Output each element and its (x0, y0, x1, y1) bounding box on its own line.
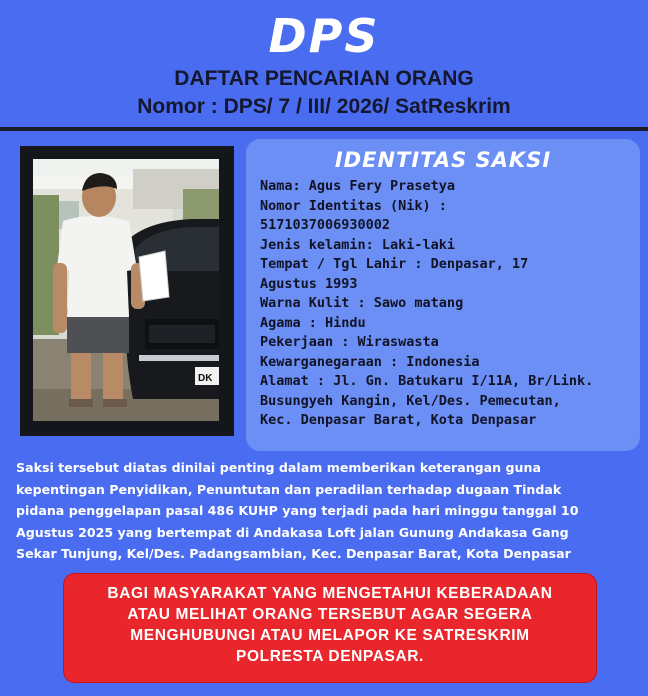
statement-line: Sekar Tunjung, Kel/Des. Padangsambian, Kec. Denpasar Barat, Kota Denpasar (16, 546, 571, 561)
field-birth: Tempat / Tgl Lahir : Denpasar, 17 (260, 256, 529, 272)
field-address-cont-2: Kec. Denpasar Barat, Kota Denpasar (260, 412, 537, 428)
statement-line: kepentingan Penyidikan, Penuntutan dan peradilan terhadap dugaan Tindak (16, 481, 562, 497)
witness-photo-illustration (33, 159, 219, 421)
document-number: Nomor : DPS/ 7 / III/ 2026/ SatReskrim (137, 95, 511, 118)
field-nik-label: Nomor Identitas (Nik) : (260, 197, 447, 214)
field-nik-value: 5171037006930002 (260, 217, 391, 233)
alert-line: ATAU MELIHAT ORANG TERSEBUT AGAR SEGERA (127, 606, 533, 623)
alert-line: BAGI MASYARAKAT YANG MENGETAHUI KEBERADAAN (107, 585, 553, 602)
alert-text (63, 583, 597, 667)
field-nationality: Kewarganegaraan : Indonesia (260, 353, 480, 370)
divider (0, 127, 648, 131)
dps-logo: DPS (268, 9, 380, 63)
field-birth-cont: Agustus 1993 (260, 275, 358, 292)
identity-panel (246, 139, 640, 451)
field-occupation: Pekerjaan : Wiraswasta (260, 334, 439, 350)
identity-fields (260, 177, 640, 431)
license-plate: DK (198, 373, 213, 384)
alert-line: POLRESTA DENPASAR. (236, 648, 424, 665)
page-title: DAFTAR PENCARIAN ORANG (174, 67, 474, 90)
identity-title: IDENTITAS SAKSI (334, 148, 552, 172)
field-gender: Jenis kelamin: Laki-laki (260, 236, 456, 253)
statement-text (16, 457, 640, 565)
photo-frame (20, 146, 234, 436)
field-name: Nama: Agus Fery Prasetya (260, 178, 456, 194)
statement-line: Saksi tersebut diatas dinilai penting dalam memberikan keterangan guna (16, 460, 541, 475)
field-address: Alamat : Jl. Gn. Batukaru I/11A, Br/Link. (260, 373, 594, 389)
statement-line: pidana penggelapan pasal 486 KUHP yang terjadi pada hari minggu tanggal 10 (16, 503, 579, 518)
field-address-cont-1: Busungyeh Kangin, Kel/Des. Pemecutan, (260, 392, 561, 409)
statement-line: Agustus 2025 yang bertempat di Andakasa Loft jalan Gunung Andakasa Gang (16, 524, 569, 540)
field-skin: Warna Kulit : Sawo matang (260, 295, 464, 311)
field-religion: Agama : Hindu (260, 314, 366, 331)
witness-photo (33, 159, 219, 421)
alert-box (63, 573, 597, 683)
alert-line: MENGHUBUNGI ATAU MELAPOR KE SATRESKRIM (130, 627, 530, 644)
